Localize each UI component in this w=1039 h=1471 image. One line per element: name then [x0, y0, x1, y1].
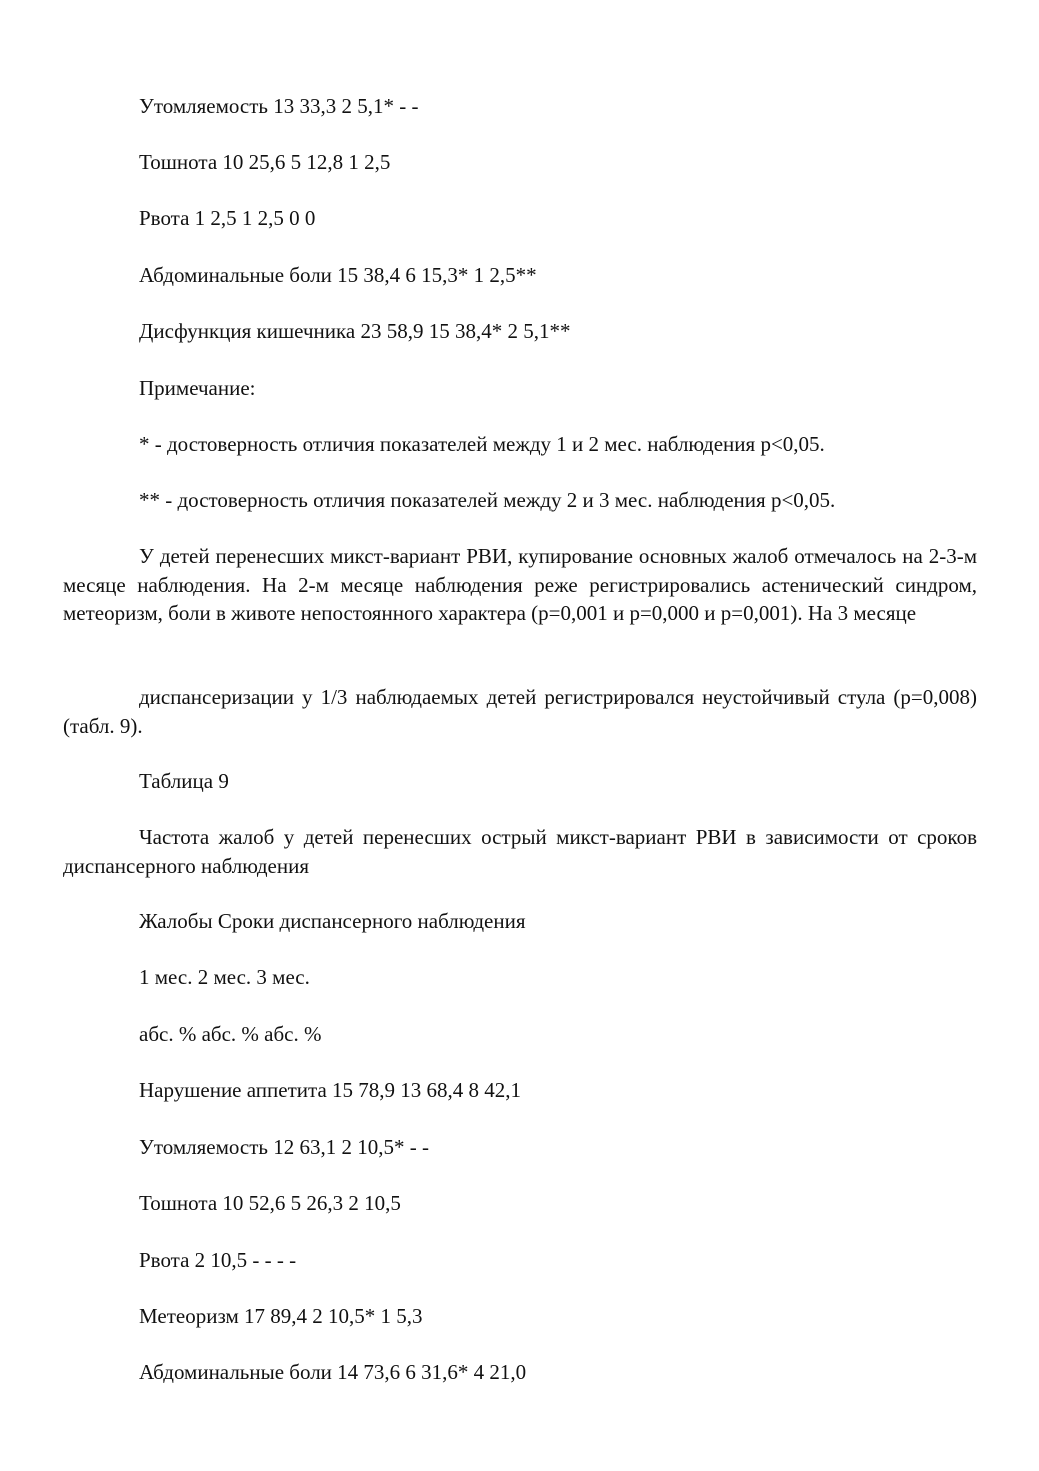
table-row-nausea: Тошнота 10 25,6 5 12,8 1 2,5 [139, 150, 391, 174]
body-paragraph: У детей перенесших микст-вариант РВИ, купирование основных жалоб отмечалось на 2-3-м месяце наблюдения. На 2-м месяце наблюдения реже регистрировались астенический синдром, метеоризм, боли в животе непостоянного характера (р=0,001 и р=0,000 и р=0,001). На 3 месяце [63, 544, 977, 625]
table-row-abdominal-pain: Абдоминальные боли 15 38,4 6 15,3* 1 2,5** [139, 263, 537, 287]
body-paragraph-continuation: диспансеризации у 1/3 наблюдаемых детей регистрировался неустойчивый стула (р=0,008) (табл. 9). [63, 685, 977, 738]
note-single-asterisk: * - достоверность отличия показателей между 1 и 2 мес. наблюдения р<0,05. [139, 432, 825, 456]
table-row-fatigue: Утомляемость 13 33,3 2 5,1* - - [139, 94, 419, 118]
table-row-flatulence: Метеоризм 17 89,4 2 10,5* 1 5,3 [139, 1304, 423, 1328]
table-row-intestinal-dysfunction: Дисфункция кишечника 23 58,9 15 38,4* 2 5,1** [139, 319, 571, 343]
table-row-vomiting: Рвота 1 2,5 1 2,5 0 0 [139, 206, 316, 230]
table-header-months: 1 мес. 2 мес. 3 мес. [139, 965, 310, 989]
table-header-units: абс. % абс. % абс. % [139, 1022, 322, 1046]
table-row-nausea: Тошнота 10 52,6 5 26,3 2 10,5 [139, 1191, 401, 1215]
note-double-asterisk: ** - достоверность отличия показателей между 2 и 3 мес. наблюдения р<0,05. [139, 488, 836, 512]
table-header-complaints: Жалобы Сроки диспансерного наблюдения [139, 909, 526, 933]
table-row-abdominal-pain: Абдоминальные боли 14 73,6 6 31,6* 4 21,0 [139, 1360, 527, 1384]
table-label: Таблица 9 [139, 769, 229, 793]
table-title: Частота жалоб у детей перенесших острый микст-вариант РВИ в зависимости от сроков диспансерного наблюдения [63, 825, 977, 878]
table-row-appetite: Нарушение аппетита 15 78,9 13 68,4 8 42,1 [139, 1078, 522, 1102]
table-row-fatigue: Утомляемость 12 63,1 2 10,5* - - [139, 1135, 429, 1159]
table-row-vomiting: Рвота 2 10,5 - - - - [139, 1248, 297, 1272]
note-heading: Примечание: [139, 376, 256, 400]
